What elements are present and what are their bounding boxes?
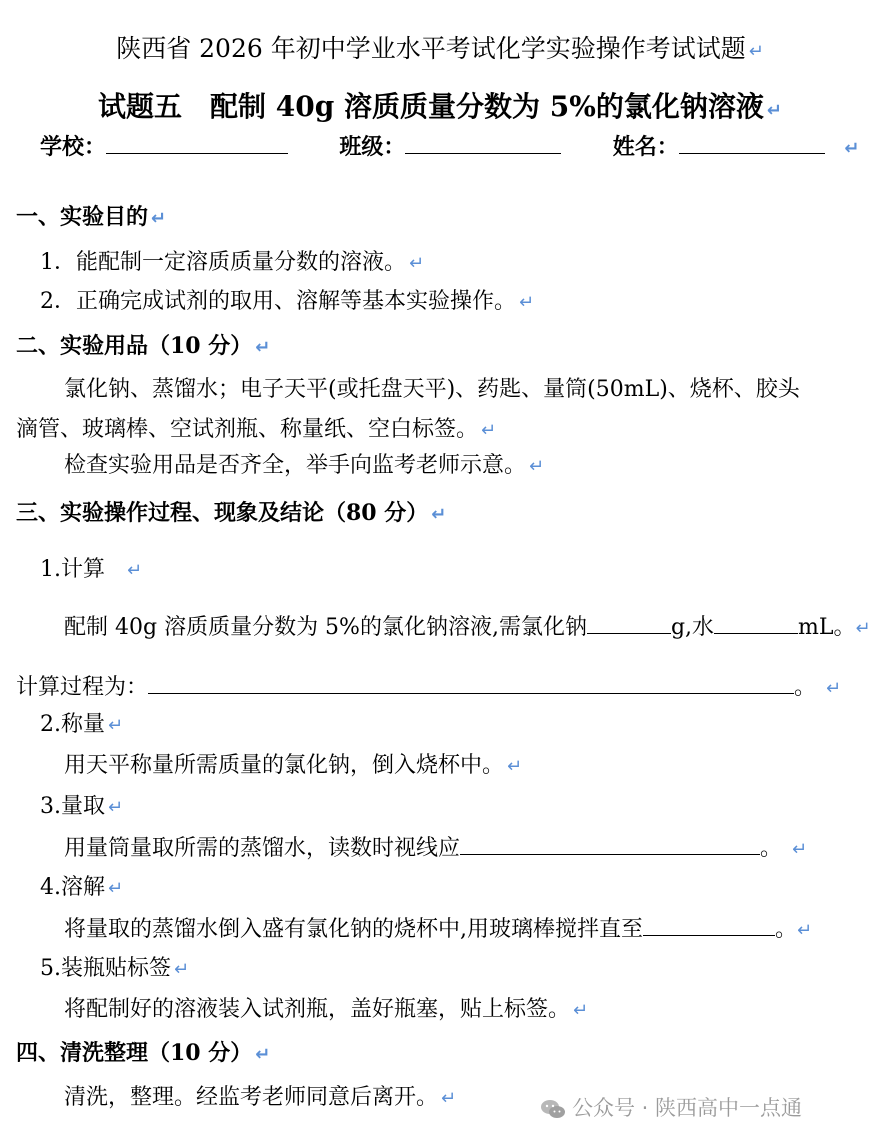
step-title-text: 2.称量 xyxy=(40,712,105,737)
section-heading-text: 四、清洗整理（10 分） xyxy=(16,1040,253,1066)
calculation-process-line xyxy=(16,671,841,704)
calculation-text: mL。 xyxy=(798,615,856,640)
cleanup-text: 清洗，整理。经监考老师同意后离开。 xyxy=(64,1085,439,1110)
step-title-text: 3.量取 xyxy=(40,794,105,819)
purpose-item-text: 2．正确完成试剂的取用、溶解等基本实验操作。 xyxy=(40,289,516,314)
paragraph-mark-icon: ↵ xyxy=(844,138,860,159)
class-field[interactable] xyxy=(405,131,561,154)
step-end: 。 xyxy=(775,917,798,942)
step-title-text: 1.计算 xyxy=(40,557,105,582)
paragraph-mark-icon: ↵ xyxy=(792,839,808,860)
school-field[interactable] xyxy=(106,131,288,154)
water-volume-field[interactable] xyxy=(714,611,798,634)
paragraph-mark-icon: ↵ xyxy=(507,756,523,777)
wechat-watermark xyxy=(540,1092,802,1122)
calculation-text: g,水 xyxy=(670,615,715,640)
paragraph-mark-icon: ↵ xyxy=(797,920,813,941)
paragraph-mark-icon: ↵ xyxy=(127,560,143,581)
step-end: 。 xyxy=(760,836,783,861)
paragraph-mark-icon: ↵ xyxy=(573,1000,589,1021)
wechat-icon xyxy=(540,1099,566,1119)
paragraph-mark-icon: ↵ xyxy=(766,100,782,121)
paragraph-mark-icon: ↵ xyxy=(409,253,425,274)
step-2-title xyxy=(40,710,123,741)
supplies-check-line xyxy=(64,451,544,482)
step-4-title xyxy=(40,873,123,904)
step-title-text: 4.溶解 xyxy=(40,875,105,900)
section-heading-supplies xyxy=(16,331,270,363)
step-text: 将配制好的溶液装入试剂瓶，盖好瓶塞，贴上标签。 xyxy=(64,997,571,1022)
supplies-text: 氯化钠、蒸馏水；电子天平(或托盘天平)、药匙、量筒(50mL)、烧杯、胶头 xyxy=(64,377,800,402)
section-heading-text: 二、实验用品（10 分） xyxy=(16,333,253,359)
name-label: 姓名： xyxy=(612,134,679,160)
paragraph-mark-icon: ↵ xyxy=(826,678,842,699)
step-3-title xyxy=(40,792,123,823)
step-4-text xyxy=(64,913,812,946)
step-2-text xyxy=(64,751,522,782)
calculation-process-field[interactable] xyxy=(148,671,794,694)
calculation-process-end: 。 xyxy=(794,675,817,700)
purpose-item-2 xyxy=(40,287,534,318)
step-5-title xyxy=(40,954,189,985)
paragraph-mark-icon: ↵ xyxy=(441,1088,457,1109)
paragraph-mark-icon: ↵ xyxy=(481,420,497,441)
title-text: 陕西省 2026 年初中学业水平考试化学实验操作考试试题 xyxy=(116,34,746,63)
paragraph-mark-icon: ↵ xyxy=(519,292,535,313)
step-5-text xyxy=(64,995,588,1026)
paragraph-mark-icon: ↵ xyxy=(748,41,764,62)
student-info-row xyxy=(40,131,860,164)
school-label: 学校： xyxy=(40,134,107,160)
paragraph-mark-icon: ↵ xyxy=(108,878,124,899)
step-3-text xyxy=(64,832,807,865)
sodium-chloride-mass-field[interactable] xyxy=(587,611,671,634)
step-1-calculation-line xyxy=(64,611,871,644)
paragraph-mark-icon: ↵ xyxy=(108,715,124,736)
paragraph-mark-icon: ↵ xyxy=(151,208,167,229)
step-text: 将量取的蒸馏水倒入盛有氯化钠的烧杯中,用玻璃棒搅拌直至 xyxy=(64,917,643,942)
purpose-item-text: 1．能配制一定溶质质量分数的溶液。 xyxy=(40,250,406,275)
step-title-text: 5.装瓶贴标签 xyxy=(40,956,171,981)
supplies-line-2 xyxy=(16,415,496,446)
paragraph-mark-icon: ↵ xyxy=(255,337,271,358)
paragraph-mark-icon: ↵ xyxy=(855,618,871,639)
stirring-until-field[interactable] xyxy=(643,913,775,936)
class-label: 班级： xyxy=(339,134,406,160)
document-title xyxy=(0,34,880,67)
reading-sightline-field[interactable] xyxy=(460,832,760,855)
supplies-line-1 xyxy=(64,375,800,405)
cleanup-text-line xyxy=(64,1083,456,1114)
purpose-item-1 xyxy=(40,248,424,279)
calculation-process-label: 计算过程为： xyxy=(16,675,149,700)
step-text: 用天平称量所需质量的氯化钠，倒入烧杯中。 xyxy=(64,753,505,778)
section-heading-purpose xyxy=(16,202,166,234)
exam-question-title xyxy=(0,92,880,126)
paragraph-mark-icon: ↵ xyxy=(431,504,447,525)
step-text: 用量筒量取所需的蒸馏水，读数时视线应 xyxy=(64,836,461,861)
supplies-text: 滴管、玻璃棒、空试剂瓶、称量纸、空白标签。 xyxy=(16,417,479,442)
section-heading-text: 一、实验目的 xyxy=(16,204,149,230)
section-heading-text: 三、实验操作过程、现象及结论（80 分） xyxy=(16,500,429,526)
paragraph-mark-icon: ↵ xyxy=(174,959,190,980)
calculation-text: 配制 40g 溶质质量分数为 5%的氯化钠溶液,需氯化钠 xyxy=(64,615,587,640)
paragraph-mark-icon: ↵ xyxy=(529,456,545,477)
paragraph-mark-icon: ↵ xyxy=(255,1044,271,1065)
name-field[interactable] xyxy=(679,131,825,154)
watermark-text: 公众号 · 陕西高中一点通 xyxy=(572,1096,803,1120)
supplies-check-text: 检查实验用品是否齐全，举手向监考老师示意。 xyxy=(64,453,527,478)
step-1-title xyxy=(40,555,142,586)
section-heading-procedure xyxy=(16,498,446,530)
section-heading-cleanup xyxy=(16,1038,270,1070)
paragraph-mark-icon: ↵ xyxy=(108,797,124,818)
subtitle-text: 试题五 配制 40g 溶质质量分数为 5%的氯化钠溶液 xyxy=(98,90,764,123)
